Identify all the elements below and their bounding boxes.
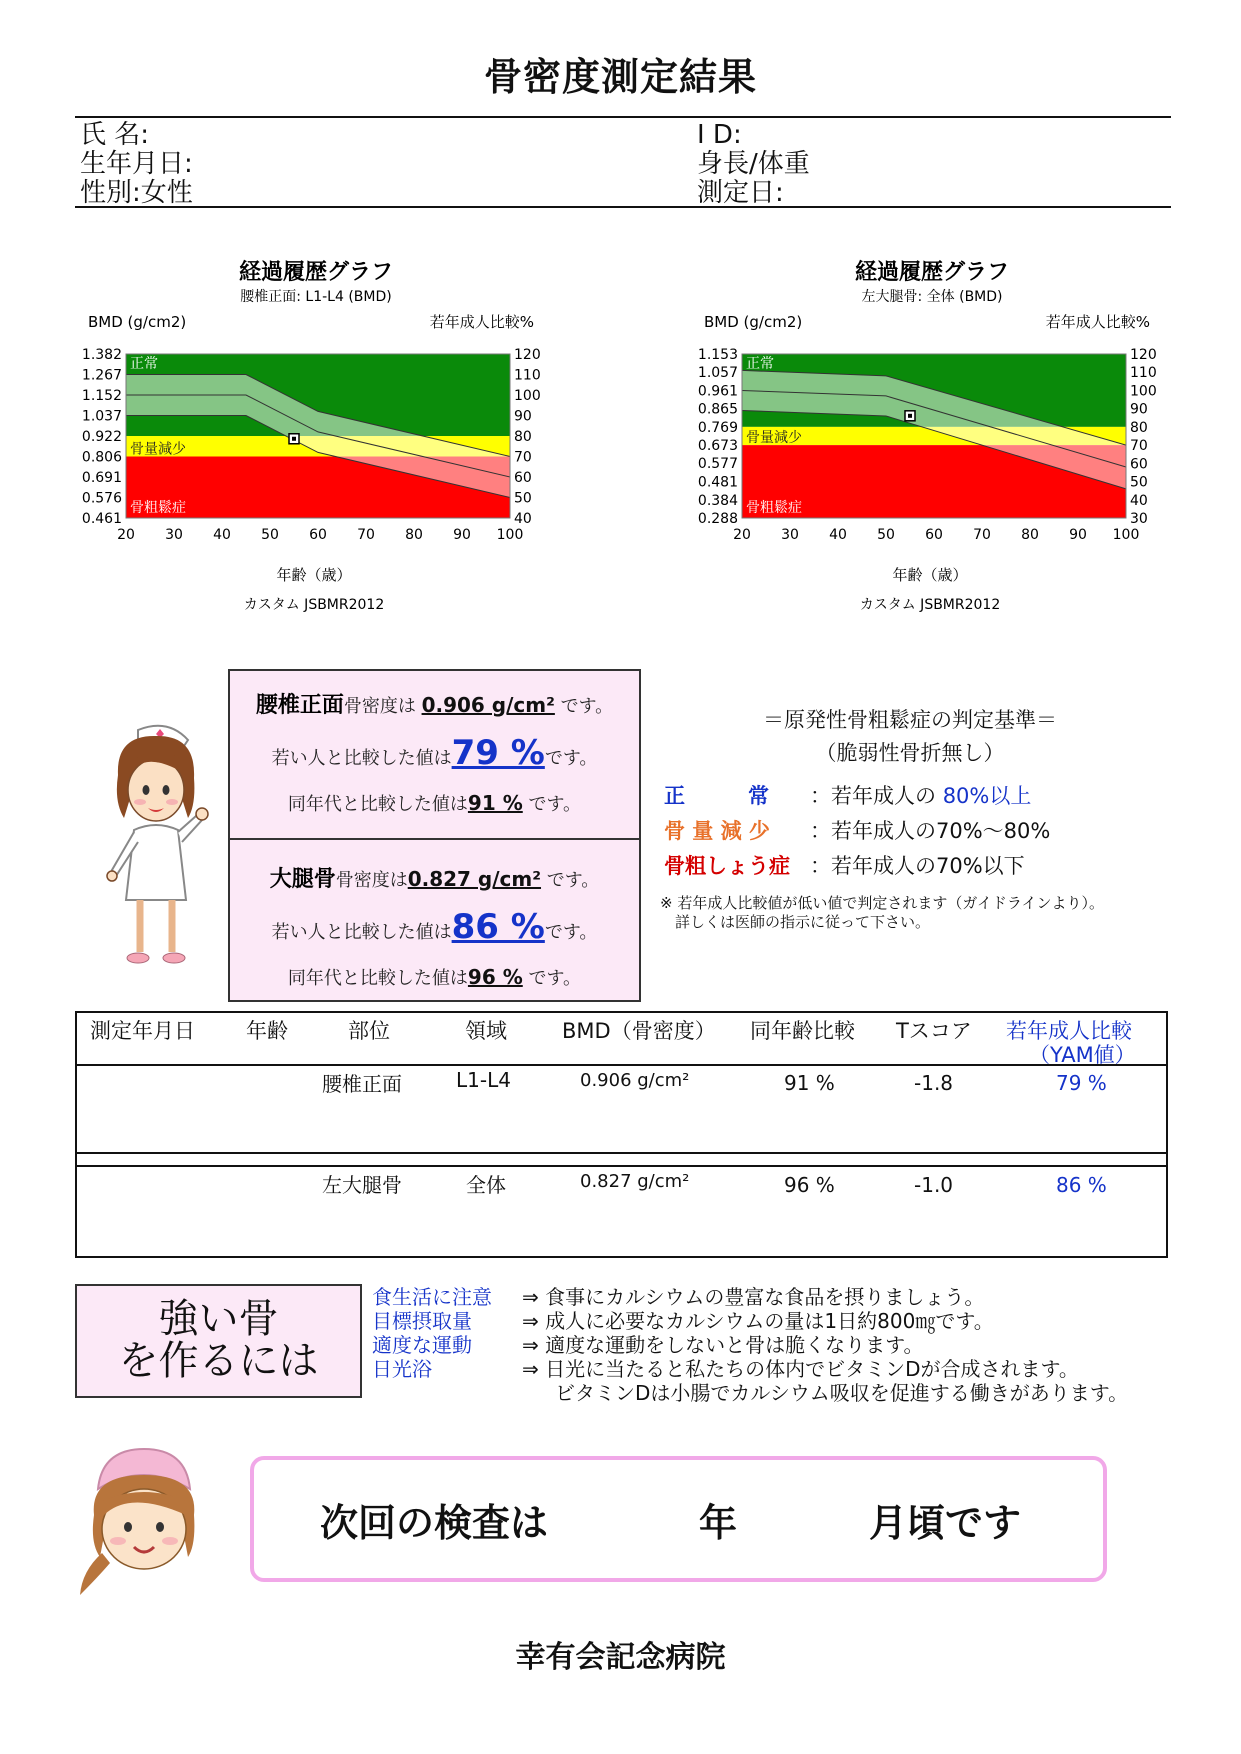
chart-reference: カスタム JSBMR2012 [243, 597, 385, 613]
y-tick-label: 0.806 [81, 449, 122, 466]
next-exam-year: 年 [699, 1501, 738, 1545]
femur-history-chart [676, 250, 1196, 615]
criteria-normal-value: 80%以上 [942, 784, 1032, 808]
tip-text-intake: ⇒ 成人に必要なカルシウムの量は1日約800㎎です。 [522, 1309, 994, 1333]
col-header-bmd: BMD（骨密度） [562, 1019, 716, 1043]
criteria-reduced-label: 骨 量 減 少 [664, 819, 770, 843]
x-tick-label: 20 [733, 527, 751, 543]
lumbar-bmd-prefix: 骨密度は [343, 696, 416, 717]
next-exam-month: 月頃です [869, 1501, 1022, 1545]
y-right-tick-label: 50 [514, 490, 532, 507]
femur-bmd-suffix: です。 [546, 870, 600, 891]
tip-text-vitamin-d: ビタミンDは小腸でカルシウム吸収を促進する働きがあります。 [555, 1381, 1129, 1405]
femur-young-prefix: 若い人と比較した値は [271, 922, 452, 943]
chart-xlabel: 年齢（歳） [892, 566, 968, 584]
x-tick-label: 60 [925, 527, 943, 543]
chart-title: 経過履歴グラフ [854, 260, 1010, 285]
femur-bmd-prefix: 骨密度は [335, 870, 408, 891]
y-tick-label: 0.865 [697, 401, 738, 418]
strong-bones-title-2: を作るには [118, 1338, 319, 1384]
femur-age-suffix: です。 [528, 968, 582, 989]
row1-bmd: 0.906 g/cm² [580, 1070, 690, 1091]
chart-title: 経過履歴グラフ [238, 260, 394, 285]
criteria-osteo-text: ：若年成人の70%以下 [810, 854, 1025, 878]
criteria-note-2: 詳しくは医師の指示に従って下さい。 [675, 913, 931, 931]
row1-site: 腰椎正面 [322, 1072, 402, 1096]
lumbar-age-line [230, 790, 639, 816]
tip-text-sunlight: ⇒ 日光に当たると私たちの体内でビタミンDが合成されます。 [522, 1357, 1079, 1381]
data-point-center [292, 437, 296, 441]
y-right-tick-label: 40 [1130, 492, 1148, 509]
x-tick-label: 70 [973, 527, 991, 543]
criteria-note: ※ 若年成人比較値が低い値で判定されます（ガイドラインより）。 [660, 894, 1104, 912]
x-tick-label: 70 [357, 527, 375, 543]
strong-bones-box [75, 1284, 362, 1398]
y-right-tick-label: 100 [1130, 383, 1157, 400]
y-tick-label: 0.769 [697, 419, 738, 436]
patient-id-label: I D: [697, 120, 742, 150]
data-point-center [908, 414, 912, 418]
nurse-illustration [98, 720, 216, 980]
x-tick-label: 30 [165, 527, 183, 543]
y-right-tick-label: 120 [514, 347, 541, 363]
strong-bones-title-1: 強い骨 [158, 1296, 279, 1342]
criteria-normal-label: 正 常 [664, 784, 769, 808]
zone-label-reduced: 骨量減少 [130, 441, 186, 458]
x-tick-label: 80 [405, 527, 423, 543]
lumbar-site-label: 腰椎正面 [255, 693, 344, 718]
x-tick-label: 90 [1069, 527, 1087, 543]
lumbar-young-suffix: です。 [544, 748, 598, 769]
x-tick-label: 50 [877, 527, 895, 543]
x-tick-label: 50 [261, 527, 279, 543]
x-tick-label: 40 [213, 527, 231, 543]
lumbar-history-chart [60, 250, 580, 615]
y-right-tick-label: 100 [514, 388, 541, 404]
y-right-tick-label: 90 [1130, 401, 1148, 418]
col-header-date: 測定年月日 [90, 1019, 195, 1043]
lumbar-young-prefix: 若い人と比較した値は [271, 748, 452, 769]
info-bottom-rule [75, 206, 1171, 208]
criteria-reduced-text: ：若年成人の70%～80% [810, 819, 1051, 843]
chart-reference: カスタム JSBMR2012 [859, 597, 1001, 613]
chart-ylabel-left: BMD (g/cm2) [88, 313, 187, 331]
chart-ylabel-right: 若年成人比較% [429, 313, 534, 331]
col-header-region: 領域 [465, 1019, 507, 1043]
result-divider [230, 838, 639, 840]
y-right-tick-label: 60 [514, 470, 532, 486]
nurse-face-illustration [72, 1445, 212, 1601]
criteria-subheading: （脆弱性骨折無し） [815, 741, 1005, 765]
x-tick-label: 40 [829, 527, 847, 543]
x-tick-label: 30 [781, 527, 799, 543]
y-tick-label: 1.037 [81, 408, 122, 425]
criteria-normal-text [810, 780, 1031, 810]
tip-key-diet: 食生活に注意 [372, 1285, 492, 1309]
y-right-tick-label: 110 [1130, 365, 1157, 382]
x-tick-label: 90 [453, 527, 471, 543]
measurement-date-label: 測定日: [697, 178, 784, 208]
lumbar-bmd-line [230, 688, 639, 719]
row1-yam: 79 % [1056, 1071, 1107, 1095]
femur-young-suffix: です。 [544, 922, 598, 943]
tip-key-exercise: 適度な運動 [372, 1333, 472, 1357]
y-right-tick-label: 110 [514, 367, 541, 384]
col-header-yam: 若年成人比較 [1006, 1019, 1132, 1043]
row2-yam: 86 % [1056, 1173, 1107, 1197]
y-right-tick-label: 30 [1130, 511, 1148, 527]
y-tick-label: 1.382 [81, 347, 122, 363]
chart-ylabel-right: 若年成人比較% [1045, 313, 1150, 331]
tip-key-intake: 目標摂取量 [372, 1309, 472, 1333]
y-right-tick-label: 60 [1130, 456, 1148, 473]
x-tick-label: 100 [496, 527, 524, 543]
row1-age-compare: 91 % [784, 1071, 835, 1095]
patient-height-weight-label: 身長/体重 [697, 149, 810, 179]
lumbar-young-value: 79 % [451, 733, 545, 773]
y-tick-label: 0.577 [697, 456, 738, 473]
col-header-tscore: Tスコア [896, 1019, 972, 1043]
x-tick-label: 80 [1021, 527, 1039, 543]
y-tick-label: 0.288 [697, 511, 738, 527]
femur-young-line [230, 907, 639, 947]
next-exam-prefix: 次回の検査は [320, 1501, 549, 1545]
row1-region: L1-L4 [456, 1068, 511, 1092]
femur-age-value: 96 % [467, 965, 523, 989]
row2-region: 全体 [466, 1173, 506, 1197]
zone-label-normal: 正常 [130, 356, 158, 372]
patient-name-label: 氏 名: [80, 120, 150, 150]
femur-bmd-line [230, 862, 639, 893]
y-right-tick-label: 70 [514, 449, 532, 466]
tip-text-diet: ⇒ 食事にカルシウムの豊富な食品を摂りましょう。 [522, 1285, 985, 1309]
table-row-rule [75, 1152, 1168, 1154]
tip-text-exercise: ⇒ 適度な運動をしないと骨は脆くなります。 [522, 1333, 924, 1357]
femur-age-line [230, 964, 639, 990]
x-tick-label: 100 [1112, 527, 1140, 543]
row2-tscore: -1.0 [914, 1173, 954, 1197]
info-top-rule [75, 116, 1171, 118]
row2-age-compare: 96 % [784, 1173, 835, 1197]
zone-label-reduced: 骨量減少 [746, 430, 802, 447]
y-tick-label: 1.152 [81, 387, 122, 404]
femur-bmd-value: 0.827 g/cm² [407, 867, 542, 891]
y-right-tick-label: 90 [514, 408, 532, 425]
y-right-tick-label: 80 [514, 429, 532, 445]
tip-key-sunlight: 日光浴 [372, 1357, 432, 1381]
y-tick-label: 0.673 [697, 438, 738, 455]
y-tick-label: 0.384 [697, 492, 738, 509]
criteria-osteo-label: 骨粗しょう症 [664, 854, 790, 878]
zone-label-osteo: 骨粗鬆症 [130, 500, 186, 516]
results-table [75, 1011, 1168, 1258]
x-tick-label: 60 [309, 527, 327, 543]
y-right-tick-label: 80 [1130, 419, 1148, 436]
result-summary-box [228, 669, 641, 1002]
y-tick-label: 1.153 [697, 347, 738, 363]
lumbar-age-suffix: です。 [528, 794, 582, 815]
y-right-tick-label: 70 [1130, 438, 1148, 455]
y-right-tick-label: 40 [514, 511, 532, 527]
zone-label-normal: 正常 [746, 356, 774, 372]
criteria-heading: ＝原発性骨粗鬆症の判定基準＝ [763, 708, 1057, 732]
zone-label-osteo: 骨粗鬆症 [746, 500, 802, 516]
chart-subtitle: 腰椎正面: L1-L4 (BMD) [240, 289, 392, 305]
lumbar-bmd-value: 0.906 g/cm² [421, 693, 555, 717]
lumbar-age-value: 91 % [467, 791, 523, 815]
chart-ylabel-left: BMD (g/cm2) [704, 313, 803, 331]
row2-bmd: 0.827 g/cm² [580, 1171, 690, 1192]
femur-young-value: 86 % [451, 907, 545, 947]
y-tick-label: 1.267 [81, 367, 122, 384]
y-tick-label: 0.481 [697, 474, 738, 491]
table-row-rule-2 [75, 1165, 1168, 1167]
y-tick-label: 0.576 [81, 490, 122, 507]
col-header-age-compare: 同年齢比較 [750, 1019, 855, 1043]
femur-site-label: 大腿骨 [269, 867, 336, 892]
row1-tscore: -1.8 [914, 1071, 954, 1095]
chart-xlabel: 年齢（歳） [276, 566, 352, 584]
patient-dob-label: 生年月日: [80, 149, 193, 179]
col-header-age: 年齢 [246, 1019, 288, 1043]
chart-subtitle: 左大腿骨: 全体 (BMD) [861, 289, 1003, 305]
lumbar-age-prefix: 同年代と比較した値は [287, 794, 468, 815]
col-header-yam-sub: （YAM値） [1029, 1043, 1136, 1067]
hospital-name: 幸有会記念病院 [515, 1640, 726, 1675]
y-tick-label: 0.691 [81, 470, 122, 487]
row2-site: 左大腿骨 [322, 1173, 402, 1197]
y-right-tick-label: 50 [1130, 474, 1148, 491]
lumbar-young-line [230, 733, 639, 773]
y-tick-label: 1.057 [697, 365, 738, 382]
criteria-normal-prefix: ：若年成人の [810, 784, 936, 808]
lumbar-bmd-suffix: です。 [560, 696, 614, 717]
col-header-site: 部位 [348, 1019, 390, 1043]
y-tick-label: 0.922 [81, 428, 122, 445]
y-right-tick-label: 120 [1130, 347, 1157, 363]
y-tick-label: 0.961 [697, 383, 738, 400]
page-title: 骨密度測定結果 [483, 55, 757, 99]
femur-age-prefix: 同年代と比較した値は [287, 968, 468, 989]
table-header-rule [75, 1064, 1168, 1066]
y-tick-label: 0.461 [81, 511, 122, 527]
x-tick-label: 20 [117, 527, 135, 543]
patient-sex-label: 性別:女性 [80, 178, 193, 208]
